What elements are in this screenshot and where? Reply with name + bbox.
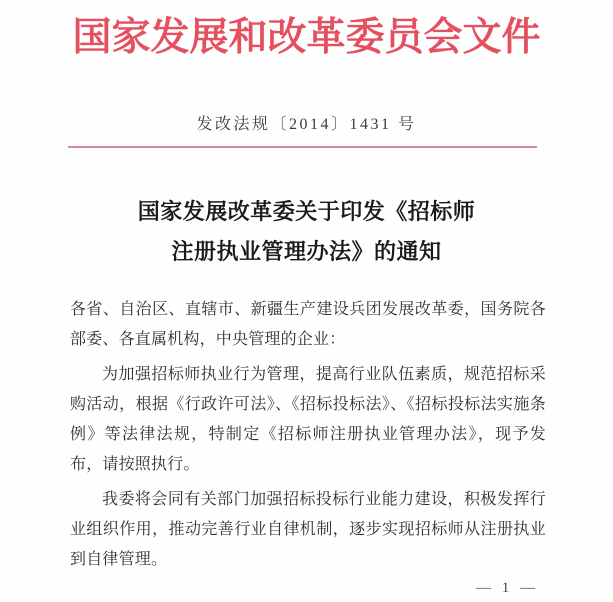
salutation-paragraph: 各省、自治区、直辖市、新疆生产建设兵团发展改革委，国务院各部委、各直属机构，中央管理的企业： xyxy=(70,301,546,348)
document-title-line1: 国家发展改革委关于印发《招标师 xyxy=(137,199,476,224)
red-divider-line xyxy=(68,146,537,148)
document-body xyxy=(70,295,546,580)
body-paragraph-1: 为加强招标师执业行为管理，提高行业队伍素质，规范招标采购活动，根据《行政许可法》、《招标投标法》、《招标投标法实施条例》等法律法规，特制定《招标师注册执业管理办法》，现予发布，请按照执行。 xyxy=(70,366,546,473)
document-title xyxy=(0,192,613,272)
body-paragraph-2: 我委将会同有关部门加强招标投标行业能力建设，积极发挥行业组织作用，推动完善行业自律机制，逐步实现招标师从注册执业到自律管理。 xyxy=(70,491,546,568)
letterhead-title: 国家发展和改革委员会文件 xyxy=(72,16,541,59)
page-number: — 1 — xyxy=(476,580,537,596)
document-title-line2: 注册执业管理办法》的通知 xyxy=(171,239,442,264)
document-number: 发改法规〔2014〕1431 号 xyxy=(196,116,417,133)
